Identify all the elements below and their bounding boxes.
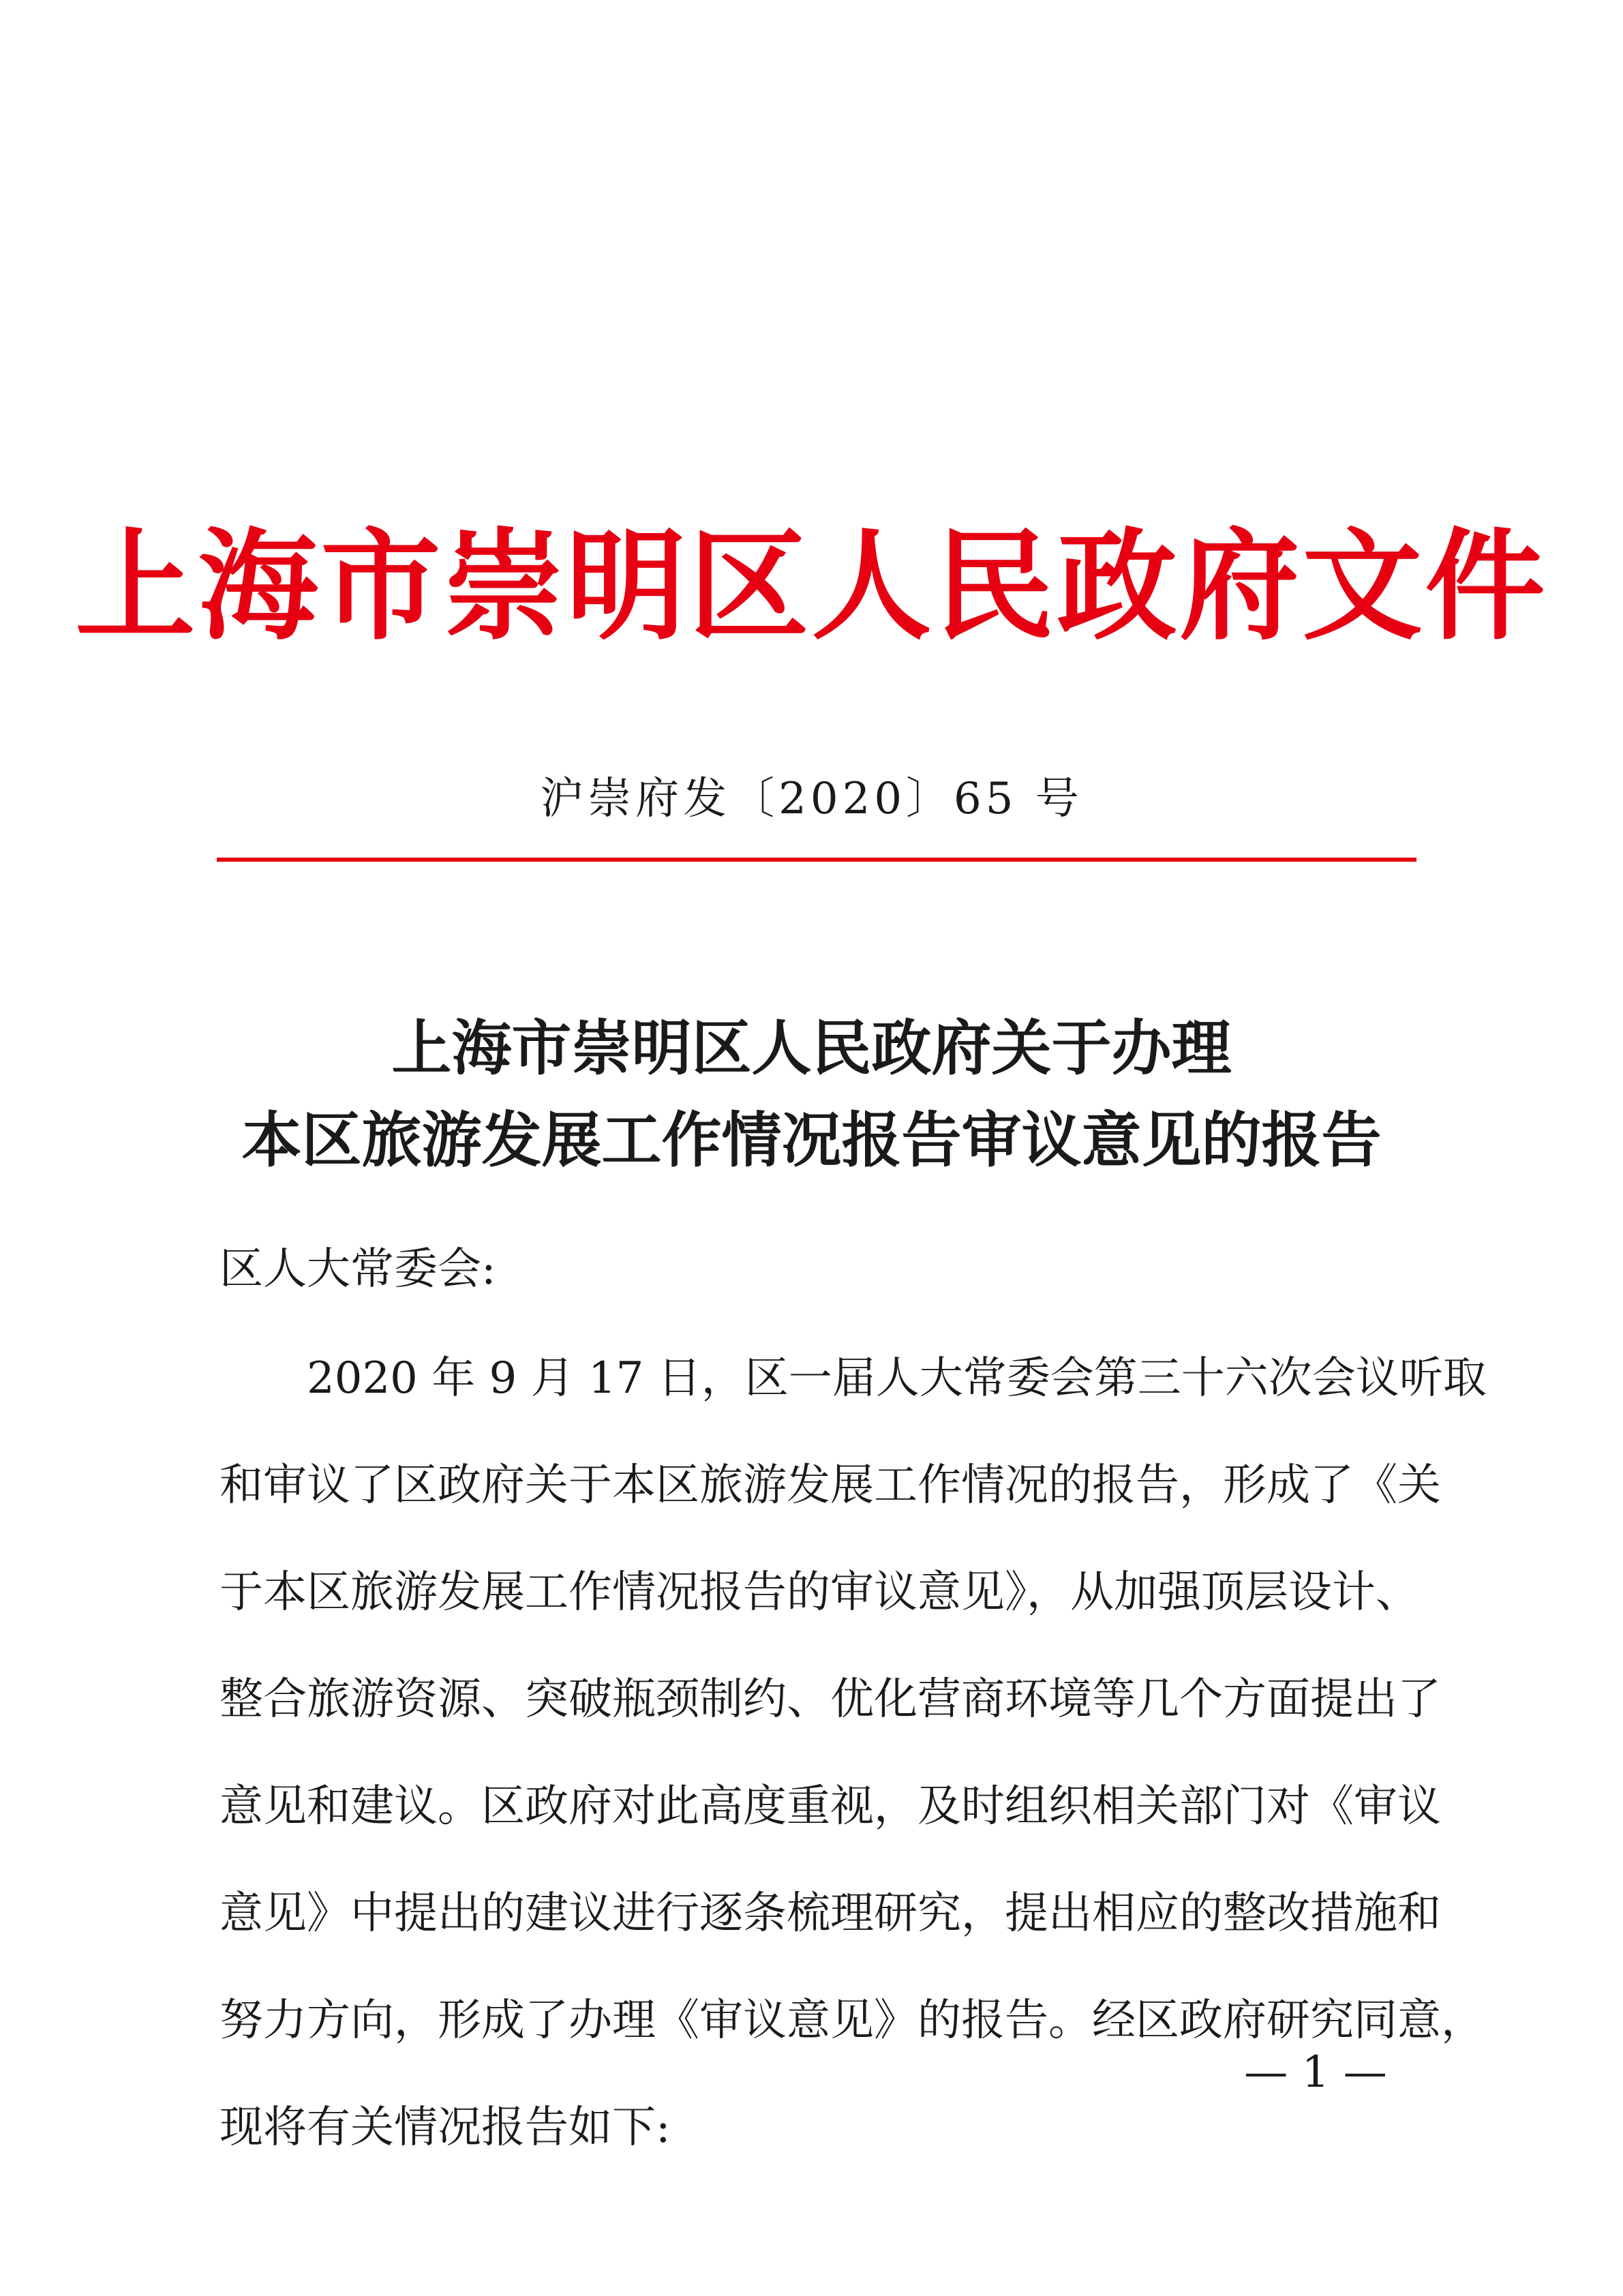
body-line: 2020 年 9 月 17 日，区一届人大常委会第三十六次会议听取: [307, 1353, 1487, 1404]
title-line: 本区旅游发展工作情况报告审议意见的报告: [241, 1104, 1382, 1175]
document-number: 沪崇府发〔2020〕65 号: [540, 774, 1083, 824]
masthead-title: 上海市崇明区人民政府文件: [75, 515, 1548, 656]
body-line: 意见和建议。区政府对此高度重视，及时组织相关部门对《审议: [219, 1781, 1441, 1832]
salutation: 区人大常委会:: [219, 1244, 496, 1295]
body-line: 现将有关情况报告如下:: [219, 2102, 671, 2153]
document-title: [0, 1002, 1623, 1186]
body-paragraph: [219, 1351, 1487, 2207]
red-divider-line: [217, 858, 1416, 862]
body-line: 努力方向，形成了办理《审议意见》的报告。经区政府研究同意，: [219, 1995, 1485, 2046]
title-line: 上海市崇明区人民政府关于办理: [391, 1012, 1232, 1083]
body-line: 于本区旅游发展工作情况报告的审议意见》，从加强顶层设计、: [219, 1567, 1419, 1618]
body-line: 意见》中提出的建议进行逐条梳理研究，提出相应的整改措施和: [219, 1888, 1441, 1939]
body-line: 和审议了区政府关于本区旅游发展工作情况的报告，形成了《关: [219, 1460, 1441, 1511]
body-line: 整合旅游资源、突破瓶颈制约、优化营商环境等几个方面提出了: [219, 1674, 1441, 1725]
page-number: — 1 —: [1244, 2047, 1387, 2098]
